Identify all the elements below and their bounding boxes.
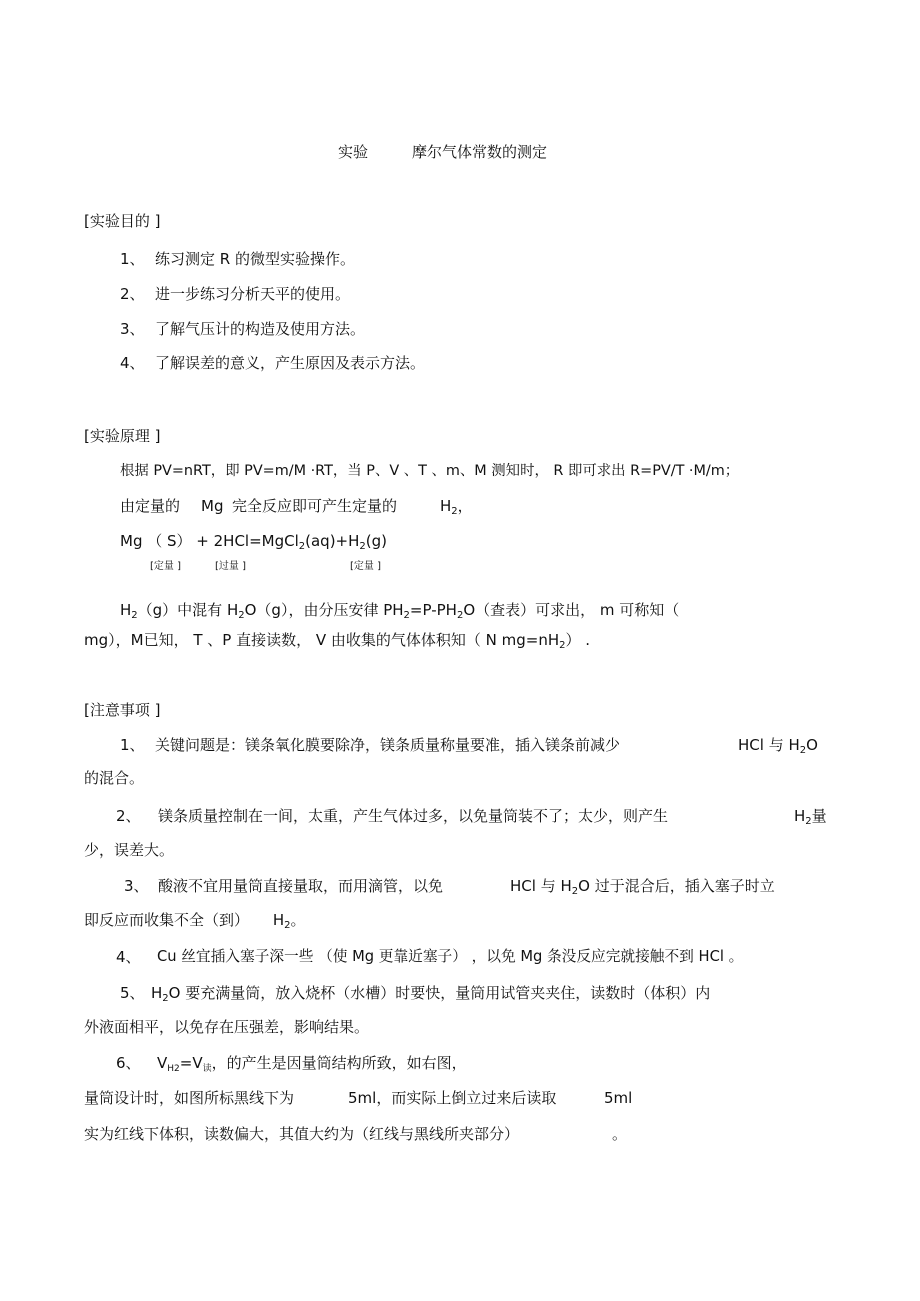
note-3-text: 酸液不宜用量筒直接量取，而用滴管，以免 [158,877,444,895]
principle-line-2b: Mg [201,497,224,515]
principle-line-2a: 由定量的 [120,497,181,515]
purpose-item-num: 1、 [120,250,145,268]
note-5-text: $H_2O$ 要充满量筒，放入烧杯（水槽）时要快，量筒用试管夹夹住，读数时（体积）内 [151,984,711,1004]
note-6-text: $V_{H2}=V_读$，的产生是因量筒结构所致，如右图， [157,1054,467,1074]
note-5-cont: 外液面相平，以免存在压强差，影响结果。 [84,1018,370,1036]
principle-line-2c: 完全反应即可产生定量的 [232,497,398,515]
principle-para-line-1: $H_2(g)$中混有 $H_2O(g)$，由分压安律 $PH_2=P-PH_2O$（查表）可求出， m 可称知（ [120,601,680,621]
note-3-mid: HCl 与 $H_2O$ 过于混合后，插入塞子时立 [510,877,775,897]
note-num: 1、 [120,736,145,754]
note-6-line-2c: 5ml [604,1089,633,1107]
note-2-text: 镁条质量控制在一间，太重，产生气体过多，以免量筒装不了；太少，则产生 [158,807,669,825]
note-2-cont: 少，误差大。 [84,841,175,859]
note-num: 5、 [120,984,145,1002]
note-1-text: 关键问题是：镁条氧化膜要除净，镁条质量称量要准，插入镁条前减少 [155,736,621,754]
equation-label: [过量 ] [215,561,246,572]
section-heading-notes: [注意事项 ] [84,701,161,719]
note-2-tail: $H_2$量 [794,807,827,827]
purpose-item-num: 2、 [120,285,145,303]
purpose-item-num: 4、 [120,354,145,372]
note-num: 3、 [124,877,149,895]
note-num: 6、 [116,1054,141,1072]
note-num: 4、 [116,948,141,966]
note-6-line-3b: 。 [612,1125,628,1143]
note-6-line-3a: 实为红线下体积，读数偏大，其值大约为（红线与黑线所夹部分） [84,1125,520,1143]
purpose-item: 进一步练习分析天平的使用。 [155,285,351,303]
purpose-item: 练习测定 R 的微型实验操作。 [155,250,355,268]
note-num: 2、 [116,807,141,825]
equation-label: [定量 ] [150,561,181,572]
principle-line-2d: $H_2$， [440,497,473,517]
title-left: 实验 [338,143,369,161]
note-6-line-2b: 5ml，而实际上倒立过来后读取 [348,1089,557,1107]
note-1-hcl: HCl 与 $H_2O$ [738,736,818,756]
note-6-line-2a: 量筒设计时，如图所标黑线下为 [84,1089,295,1107]
purpose-item: 了解误差的意义，产生原因及表示方法。 [155,354,426,372]
purpose-item-num: 3、 [120,320,145,338]
page-title: 摩尔气体常数的测定 [412,143,548,161]
principle-para-line-2: mg），M已知， T 、P 直接读数， V 由收集的气体体积知（ N $mg=nH_2$） . [84,631,591,651]
principle-line-1: 根据 PV=nRT，即 PV=m/M ·RT，当 P、V 、T 、m、M 测知时， R 即可求出 R=PV/T ·M/m； [120,463,740,479]
purpose-item: 了解气压计的构造及使用方法。 [155,320,366,338]
section-heading-purpose: [实验目的 ] [84,212,161,230]
note-1-cont: 的混合。 [84,769,145,787]
reaction-equation: Mg （ $S) + 2HCl=MgCl_2(aq)+H_2(g)$ [120,532,388,552]
section-heading-principle: [实验原理 ] [84,427,161,445]
equation-label: [定量 ] [350,561,381,572]
note-4-text: Cu 丝宜插入塞子深一些 （使 Mg 更靠近塞子） ，以免 Mg 条没反应完就接触不到 HCl 。 [157,948,744,965]
note-3-cont: 即反应而收集不全（到） $H_2$。 [84,911,306,931]
